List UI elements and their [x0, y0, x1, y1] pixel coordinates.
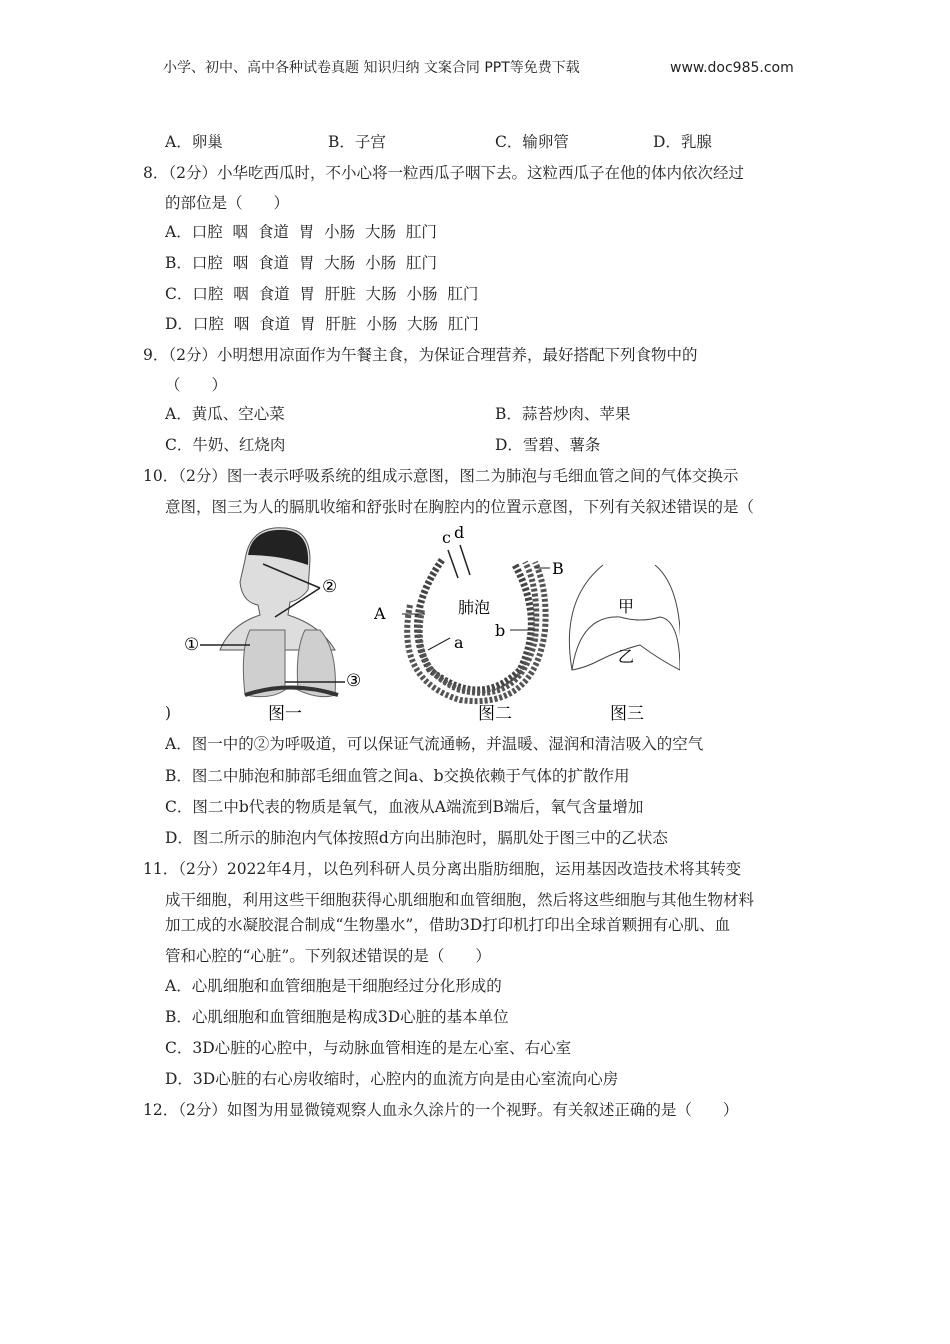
- figure-2-alveolus: [373, 523, 564, 724]
- q9-option-a: A．黄瓜、空心菜: [165, 405, 285, 423]
- q8-option-c: C．口腔 咽 食道 胃 肝脏 大肠 小肠 肛门: [165, 285, 479, 303]
- q9-option-b: B．蒜苔炒肉、苹果: [495, 405, 631, 423]
- fig2-label-b: b: [495, 621, 506, 640]
- fig3-label-jia: 甲: [618, 597, 635, 616]
- q11-stem: 11．（2分）2022年4月，以色列科研人员分离出脂肪细胞，运用基因改造技术将其转变: [143, 860, 742, 878]
- fig2-label-c: c: [442, 528, 451, 547]
- q8-stem: 8．（2分）小华吃西瓜时，不小心将一粒西瓜子咽下去。这粒西瓜子在他的体内依次经过: [143, 164, 744, 182]
- fig2-label-B: B: [552, 559, 564, 578]
- q10-stem: 10．（2分）图一表示呼吸系统的组成示意图，图二为肺泡与毛细血管之间的气体交换示: [143, 467, 739, 485]
- fig2-label-d: d: [454, 523, 465, 542]
- figure-1-respiratory-system: [184, 528, 361, 724]
- q10-option-a: A．图一中的②为呼吸道，可以保证气流通畅，并温暖、湿润和清洁吸入的空气: [165, 735, 704, 753]
- fig1-label-2: ②: [322, 577, 338, 597]
- q9-option-c: C．牛奶、红烧肉: [165, 436, 286, 454]
- header-url: www.doc985.com: [670, 60, 794, 76]
- q7-option-a: A．卵巢: [165, 133, 223, 151]
- q11-option-d: D．3D心脏的右心房收缩时，心腔内的血流方向是由心室流向心房: [165, 1070, 619, 1088]
- q10-option-b: B．图二中肺泡和肺部毛细血管之间a、b交换依赖于气体的扩散作用: [165, 767, 630, 785]
- fig1-label-1: ①: [184, 635, 200, 655]
- q10-option-d: D．图二所示的肺泡内气体按照d方向出肺泡时，膈肌处于图三中的乙状态: [165, 829, 668, 847]
- fig1-label-3: ③: [346, 671, 362, 691]
- figure-3-diaphragm: [569, 565, 680, 724]
- q11-option-a: A．心肌细胞和血管细胞是干细胞经过分化形成的: [165, 977, 502, 995]
- fig2-label-a: a: [454, 633, 464, 652]
- q9-option-d: D．雪碧、薯条: [495, 436, 601, 454]
- q11-stem: 加工成的水凝胶混合制成“生物墨水”，借助3D打印机打印出全球首颗拥有心肌、血: [165, 916, 731, 934]
- q12-stem: 12．（2分）如图为用显微镜观察人血永久涂片的一个视野。有关叙述正确的是（ ）: [143, 1101, 739, 1119]
- q10-stem-close: ): [165, 704, 172, 722]
- q10-option-c: C．图二中b代表的物质是氧气，血液从A端流到B端后，氧气含量增加: [165, 798, 644, 816]
- fig3-caption: 图三: [610, 704, 644, 724]
- q7-option-c: C．输卵管: [495, 133, 569, 151]
- q9-stem: 9．（2分）小明想用凉面作为午餐主食，为保证合理营养，最好搭配下列食物中的: [143, 346, 698, 364]
- q8-option-d: D．口腔 咽 食道 胃 肝脏 小肠 大肠 肛门: [165, 315, 479, 333]
- fig3-label-yi: 乙: [618, 647, 635, 666]
- fig2-caption: 图二: [478, 704, 512, 724]
- fig2-label-A: A: [374, 604, 386, 623]
- q8-option-b: B．口腔 咽 食道 胃 大肠 小肠 肛门: [165, 254, 438, 272]
- q7-option-d: D．乳腺: [653, 133, 712, 151]
- fig2-label-alveolus: 肺泡: [458, 598, 491, 617]
- q11-option-b: B．心肌细胞和血管细胞是构成3D心脏的基本单位: [165, 1008, 509, 1026]
- q10-figure: [160, 520, 680, 730]
- q11-stem: 成干细胞，利用这些干细胞获得心肌细胞和血管细胞，然后将这些细胞与其他生物材料: [165, 891, 755, 909]
- q8-stem: 的部位是（ ）: [165, 194, 290, 212]
- fig1-caption: 图一: [268, 704, 302, 724]
- q8-option-a: A．口腔 咽 食道 胃 小肠 大肠 肛门: [165, 223, 437, 241]
- q9-stem: （ ）: [165, 376, 228, 394]
- q11-option-c: C．3D心脏的心腔中，与动脉血管相连的是左心室、右心室: [165, 1039, 572, 1057]
- header-text: 小学、初中、高中各种试卷真题 知识归纳 文案合同 PPT等免费下载: [163, 60, 580, 76]
- q7-option-b: B．子宫: [328, 133, 386, 151]
- q10-stem: 意图，图三为人的膈肌收缩和舒张时在胸腔内的位置示意图，下列有关叙述错误的是（: [165, 498, 755, 516]
- q11-stem: 管和心腔的“心脏”。下列叙述错误的是（ ）: [165, 947, 491, 965]
